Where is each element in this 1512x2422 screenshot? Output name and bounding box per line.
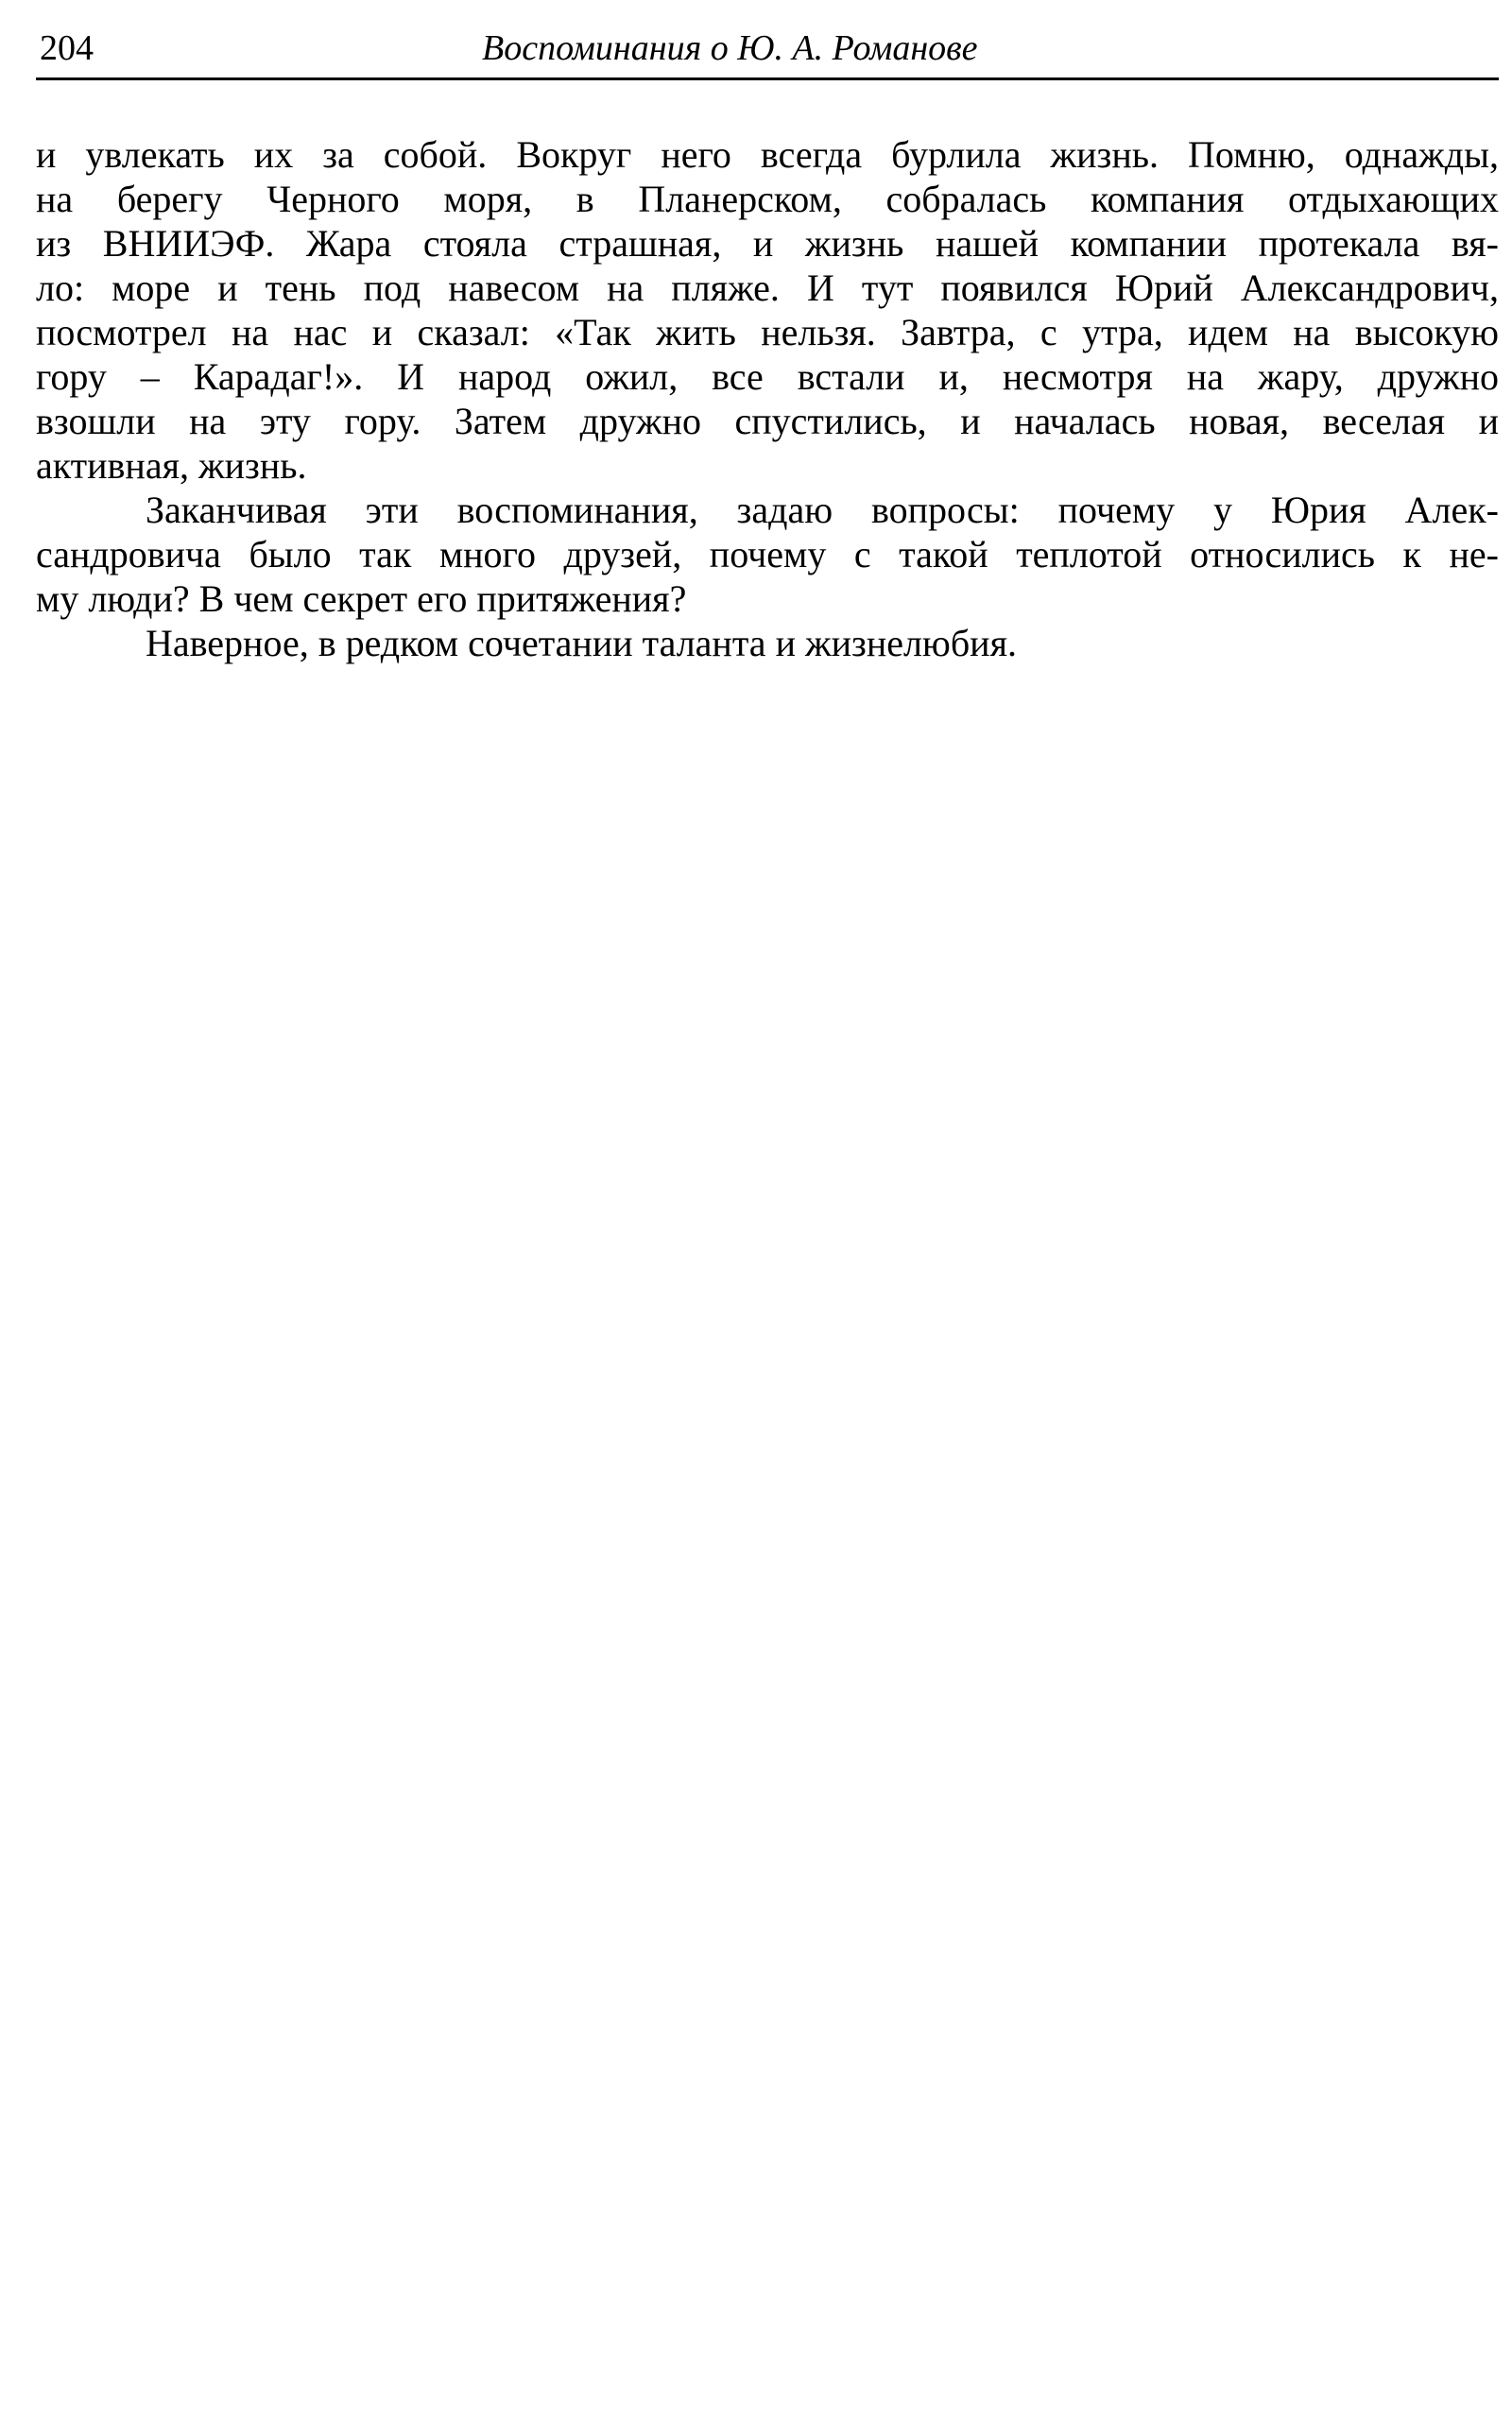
- page-number: 204: [40, 28, 94, 68]
- text-line: гору – Карадаг!». И народ ожил, все встали и, несмотря на жару, дружно: [36, 355, 1499, 398]
- text-line: активная, жизнь.: [36, 444, 307, 487]
- text-line: взошли на эту гору. Затем дружно спустились, и началась новая, веселая и: [36, 400, 1499, 442]
- paragraph: [36, 132, 1499, 488]
- text-line: из ВНИИЭФ. Жара стояла страшная, и жизнь нашей компании протекала вя-: [36, 222, 1499, 265]
- text-line: на берегу Черного моря, в Планерском, собралась компания отдыхающих: [36, 178, 1499, 220]
- text-line: Заканчивая эти воспоминания, задаю вопросы: почему у Юрия Алек-: [146, 489, 1499, 531]
- text-line: и увлекать их за собой. Вокруг него всегда бурлила жизнь. Помню, однажды,: [36, 133, 1499, 176]
- running-header: [36, 25, 1499, 74]
- running-title: Воспоминания о Ю. А. Романове: [482, 28, 978, 68]
- text-line: сандровича было так много друзей, почему с такой теплотой относились к не-: [36, 533, 1499, 575]
- paragraph: [36, 488, 1499, 621]
- text-line: му люди? В чем секрет его притяжения?: [36, 577, 687, 620]
- text-line: посмотрел на нас и сказал: «Так жить нельзя. Завтра, с утра, идем на высокую: [36, 311, 1499, 353]
- body-text: [36, 132, 1499, 665]
- paragraph: [36, 621, 1499, 665]
- text-line: ло: море и тень под навесом на пляже. И тут появился Юрий Александрович,: [36, 266, 1499, 309]
- text-line: Наверное, в редком сочетании таланта и жизнелюбия.: [146, 622, 1017, 664]
- header-rule: [36, 77, 1499, 80]
